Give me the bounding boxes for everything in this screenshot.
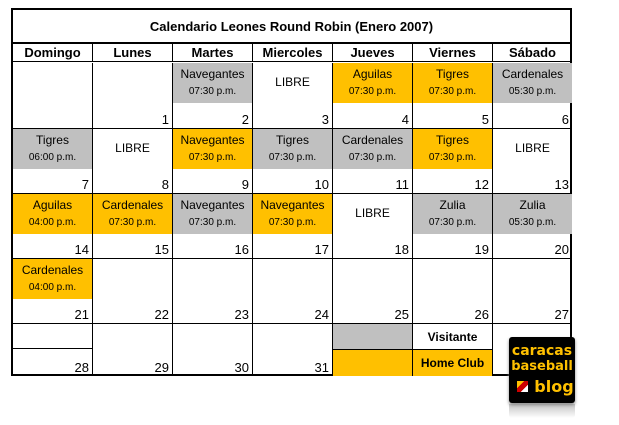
day-header: Domingo [13, 44, 93, 62]
calendar-cell[interactable] [413, 259, 493, 324]
game-event [493, 63, 572, 103]
team-name: Aguilas [32, 198, 73, 212]
calendar-cell[interactable] [253, 63, 333, 129]
day-header: Lunes [93, 44, 173, 62]
calendar-cell[interactable] [93, 129, 173, 194]
team-name: Tigres [276, 133, 309, 147]
day-number: 23 [234, 307, 249, 322]
team-name: Aguilas [352, 67, 393, 81]
day-number: 7 [81, 177, 89, 192]
team-name: Cardenales [501, 67, 564, 81]
day-number: 29 [154, 360, 169, 375]
game-event [173, 63, 252, 103]
legend-visitante-swatch [333, 324, 413, 350]
day-number: 8 [161, 177, 169, 192]
calendar-cell[interactable] [173, 194, 253, 259]
calendar-cell[interactable] [253, 129, 333, 194]
game-event [253, 194, 332, 234]
libre-label: LIBRE [115, 141, 150, 155]
calendar-cell[interactable] [493, 129, 572, 194]
day-number: 20 [554, 242, 569, 257]
team-name: Zulia [439, 198, 466, 212]
day-number: 14 [74, 242, 89, 257]
libre-label: LIBRE [355, 206, 390, 220]
caracas-baseball-blog-logo[interactable] [509, 337, 575, 403]
calendar-cell[interactable] [333, 259, 413, 324]
calendar-cell[interactable] [173, 324, 253, 376]
game-time: 07:30 p.m. [268, 217, 317, 228]
calendar-cell[interactable] [413, 129, 493, 194]
calendar-cell[interactable] [13, 324, 93, 376]
game-time: 05:30 p.m. [508, 86, 557, 97]
libre-label: LIBRE [515, 141, 550, 155]
day-number: 24 [314, 307, 329, 322]
day-number: 21 [74, 307, 89, 322]
day-number: 10 [314, 177, 329, 192]
game-event [333, 129, 412, 169]
calendar-cell[interactable] [333, 129, 413, 194]
day-header: Miercoles [253, 44, 333, 62]
calendar-cell[interactable] [93, 63, 173, 129]
day-header: Martes [173, 44, 253, 62]
day-number: 31 [314, 360, 329, 375]
day-number: 2 [241, 112, 249, 127]
game-event [13, 259, 92, 299]
calendar-cell[interactable] [173, 129, 253, 194]
day-number: 15 [154, 242, 169, 257]
day-number: 28 [74, 360, 89, 375]
legend-home-club-swatch [333, 350, 413, 376]
calendar-cell[interactable] [13, 129, 93, 194]
calendar-cell[interactable] [173, 63, 253, 129]
flag-icon [517, 381, 528, 392]
day-number: 5 [481, 112, 489, 127]
day-number: 1 [161, 112, 169, 127]
calendar-cell[interactable] [173, 259, 253, 324]
game-event [13, 129, 92, 169]
legend-visitante-label: Visitante [413, 324, 493, 350]
day-number: 4 [401, 112, 409, 127]
team-name: Zulia [519, 198, 546, 212]
calendar-title: Calendario Leones Round Robin (Enero 2007) [13, 10, 570, 44]
game-event [93, 194, 172, 234]
game-event [493, 194, 572, 234]
team-name: Cardenales [101, 198, 164, 212]
calendar-cell[interactable] [13, 63, 93, 129]
calendar-cell[interactable] [333, 194, 413, 259]
game-event [413, 63, 492, 103]
game-event [173, 129, 252, 169]
calendar-cell[interactable] [13, 259, 93, 324]
game-event [333, 63, 412, 103]
game-time: 04:00 p.m. [28, 217, 77, 228]
logo-line-2: baseball [511, 359, 573, 374]
game-event [13, 194, 92, 234]
calendar-cell[interactable] [333, 63, 413, 129]
day-number: 25 [394, 307, 409, 322]
day-number: 11 [395, 177, 409, 192]
day-number: 13 [554, 177, 569, 192]
game-time: 04:00 p.m. [28, 282, 77, 293]
calendar-cell[interactable] [93, 259, 173, 324]
game-time: 05:30 p.m. [508, 217, 557, 228]
day-header: Sábado [493, 44, 572, 62]
game-time: 06:00 p.m. [28, 152, 77, 163]
day-number: 30 [234, 360, 249, 375]
calendar-cell[interactable] [93, 194, 173, 259]
game-time: 07:30 p.m. [108, 217, 157, 228]
team-name: Navegantes [180, 133, 245, 147]
game-event [253, 129, 332, 169]
day-number: 16 [234, 242, 249, 257]
game-time: 07:30 p.m. [188, 217, 237, 228]
day-header: Viernes [413, 44, 493, 62]
calendar-cell[interactable] [493, 259, 572, 324]
game-time: 07:30 p.m. [428, 152, 477, 163]
day-number: 17 [314, 242, 329, 257]
calendar-cell[interactable] [493, 63, 572, 129]
game-time: 07:30 p.m. [268, 152, 317, 163]
day-number: 9 [241, 177, 249, 192]
team-name: Navegantes [180, 198, 245, 212]
team-name: Tigres [436, 133, 469, 147]
team-name: Navegantes [260, 198, 325, 212]
game-time: 07:30 p.m. [348, 152, 397, 163]
day-number: 26 [474, 307, 489, 322]
calendar-cell[interactable] [253, 259, 333, 324]
day-header: Jueves [333, 44, 413, 62]
day-number: 6 [561, 112, 569, 127]
logo-line-1: caracas [511, 343, 573, 359]
game-time: 07:30 p.m. [428, 217, 477, 228]
game-time: 07:30 p.m. [188, 86, 237, 97]
legend-home-club-label: Home Club [413, 350, 493, 376]
game-event [173, 194, 252, 234]
libre-label: LIBRE [275, 75, 310, 89]
team-name: Navegantes [180, 67, 245, 81]
logo-reflection [509, 404, 575, 418]
calendar-cell[interactable] [13, 194, 93, 259]
calendar-cell[interactable] [413, 63, 493, 129]
calendar-cell[interactable] [253, 324, 333, 376]
day-number: 19 [474, 242, 489, 257]
game-time: 07:30 p.m. [428, 86, 477, 97]
calendar-cell[interactable] [493, 194, 572, 259]
day-number: 3 [321, 112, 329, 127]
team-name: Tigres [436, 67, 469, 81]
day-number: 22 [154, 307, 169, 322]
game-event [413, 129, 492, 169]
game-event [413, 194, 492, 234]
day-number: 27 [554, 307, 569, 322]
game-time: 07:30 p.m. [188, 152, 237, 163]
calendar-cell[interactable] [93, 324, 173, 376]
game-time: 07:30 p.m. [348, 86, 397, 97]
calendar-cell[interactable] [413, 194, 493, 259]
day-number: 18 [394, 242, 409, 257]
logo-line-3: blog [534, 377, 574, 396]
calendar [11, 8, 572, 376]
calendar-cell[interactable] [253, 194, 333, 259]
team-name: Tigres [36, 133, 69, 147]
day-number: 12 [474, 177, 489, 192]
team-name: Cardenales [341, 133, 404, 147]
team-name: Cardenales [21, 263, 84, 277]
cell-divider [13, 348, 92, 349]
